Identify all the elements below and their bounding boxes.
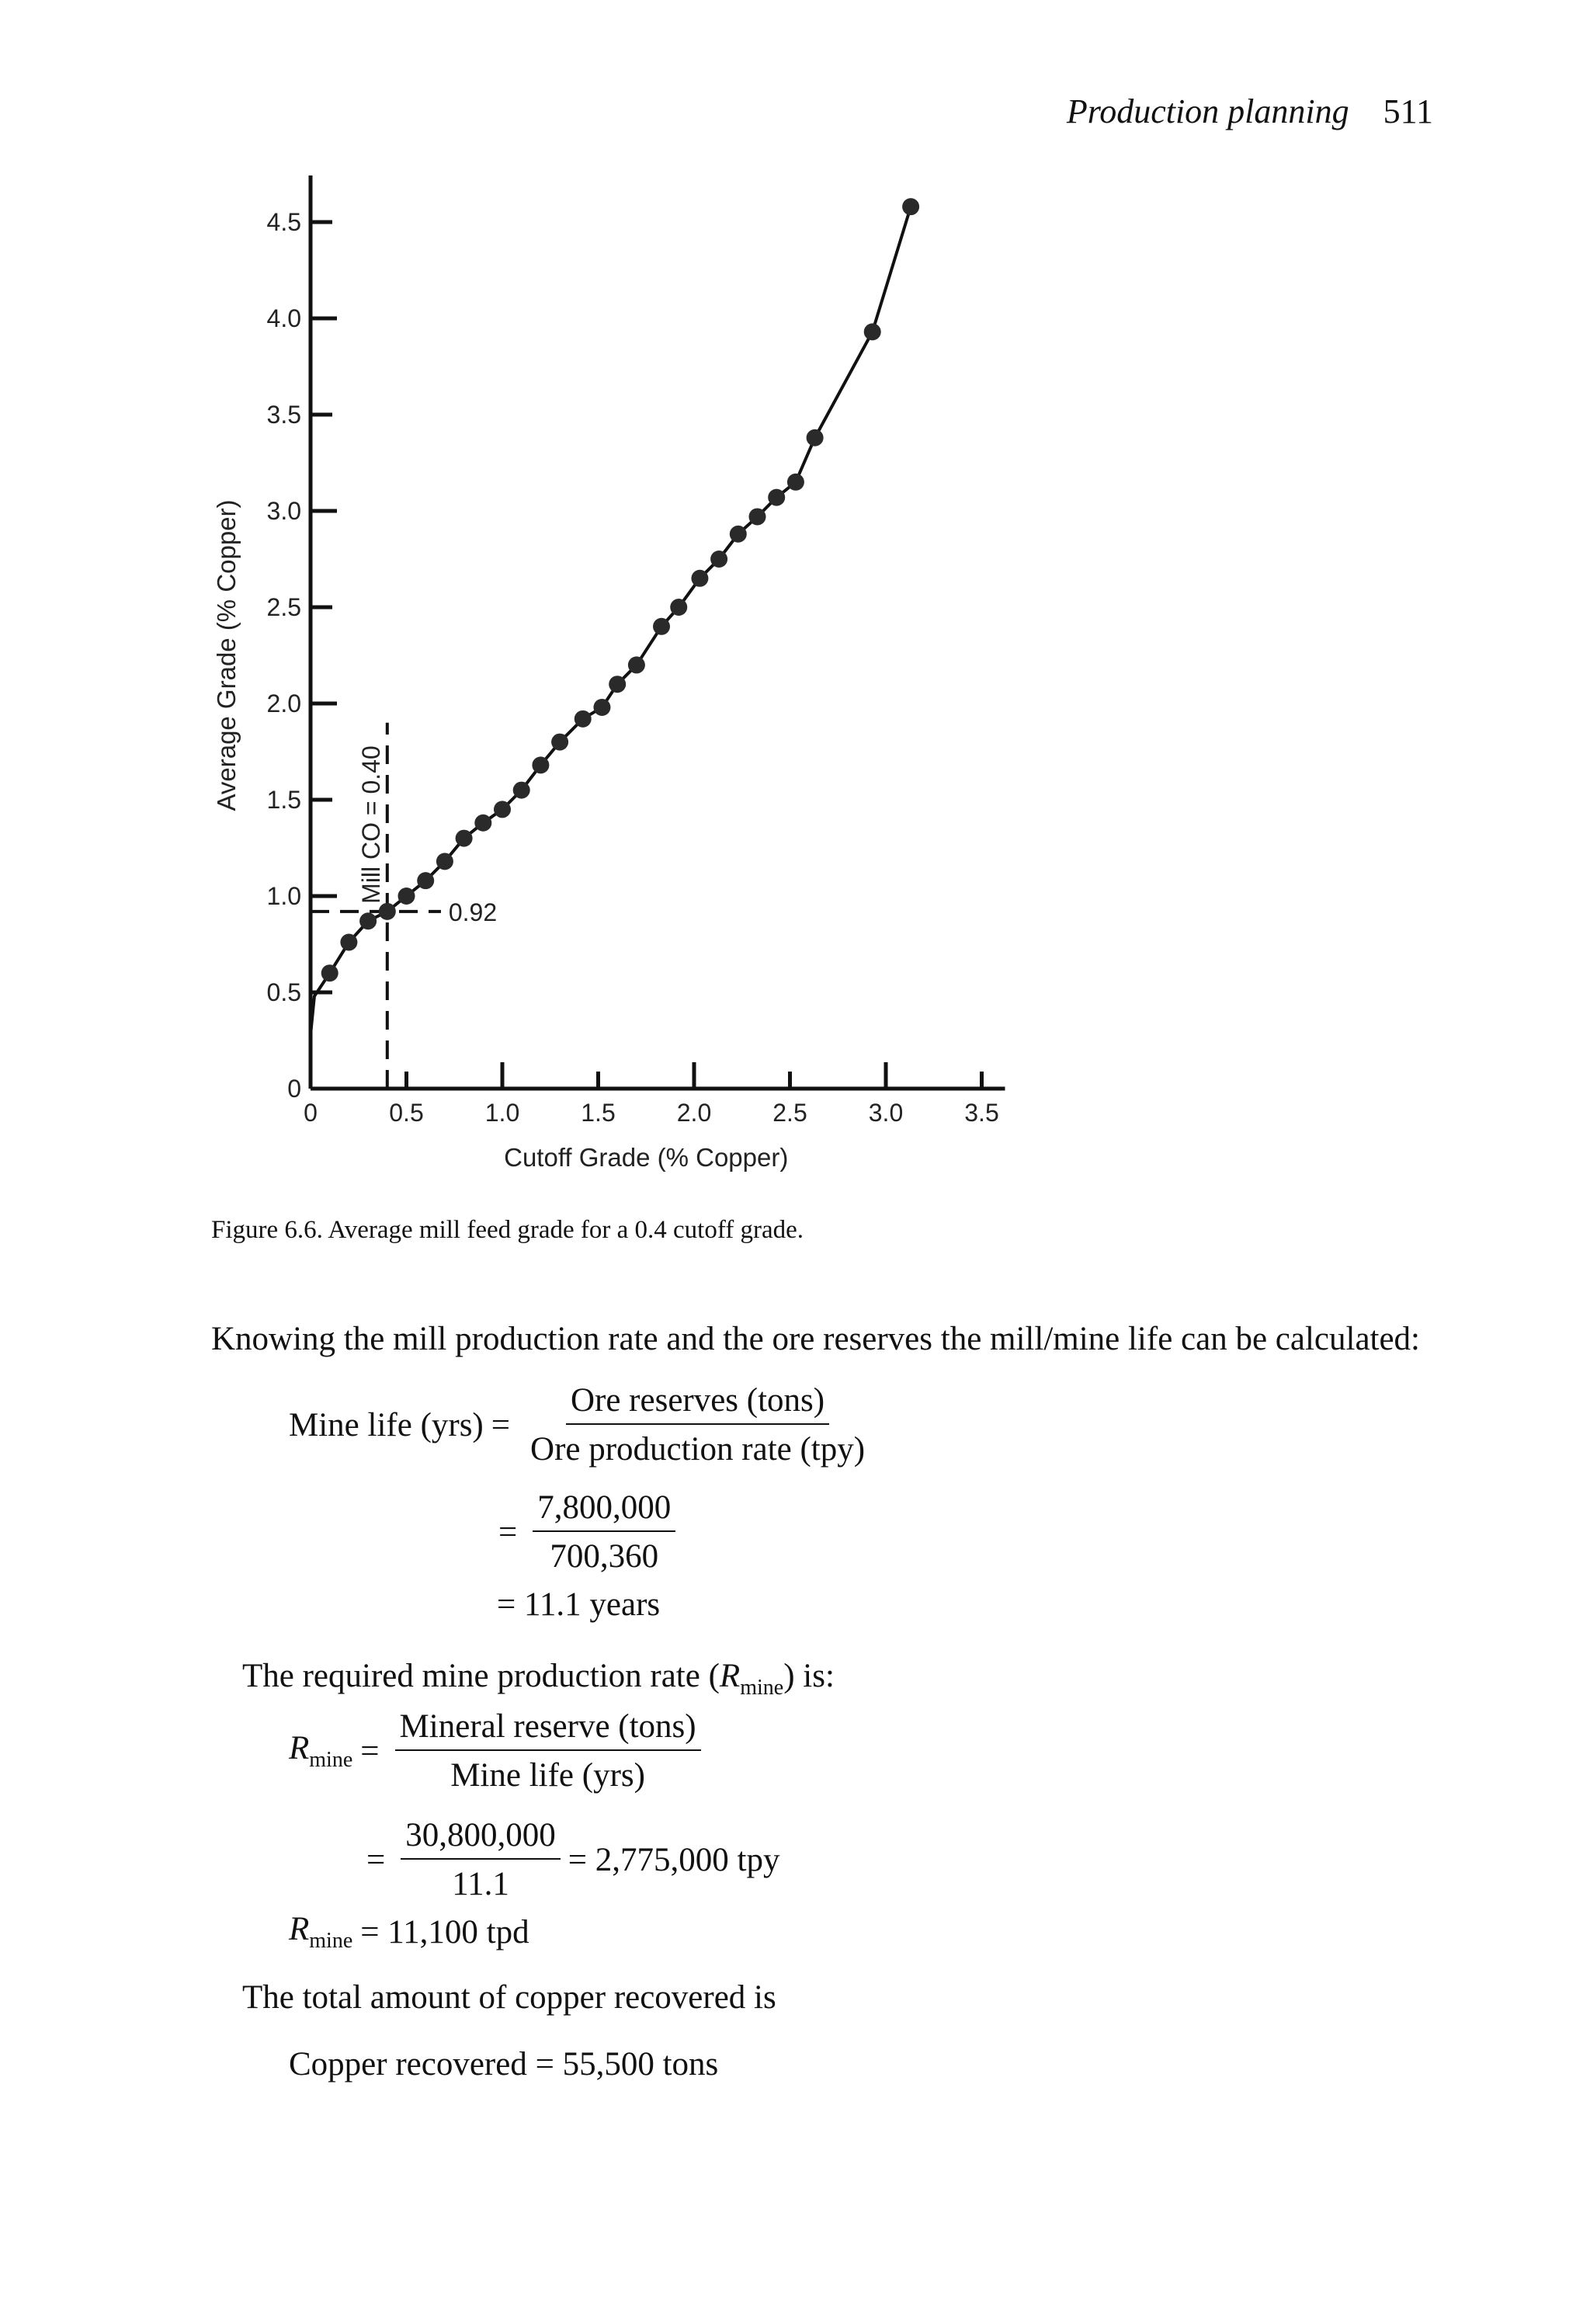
x-tick-label: 2.5	[772, 1099, 807, 1127]
page-number: 511	[1383, 92, 1433, 130]
x-tick-label: 3.5	[964, 1099, 999, 1127]
y-tick-label: 0	[287, 1075, 301, 1103]
data-point	[474, 815, 491, 832]
y-tick-label: 2.5	[266, 593, 301, 621]
copper-intro: The total amount of copper recovered is	[242, 1979, 776, 2016]
x-tick-label: 1.5	[581, 1099, 616, 1127]
y-tick-label: 4.5	[266, 208, 301, 236]
data-point	[864, 323, 881, 340]
mine-life-result: = 11.1 years	[497, 1586, 661, 1623]
r-subscript: mine	[309, 1748, 353, 1773]
rmine-intro	[242, 1657, 835, 1700]
data-point	[710, 551, 727, 568]
mine-life-values	[491, 1489, 683, 1575]
chart-labels	[212, 208, 999, 1172]
data-point	[653, 618, 670, 635]
data-point	[691, 570, 708, 587]
data-point	[787, 474, 804, 491]
mine-life-fraction	[526, 1382, 870, 1468]
r-subscript: mine	[309, 1929, 353, 1953]
data-points	[321, 198, 919, 981]
data-point	[456, 830, 473, 847]
mine-life-value-fraction	[533, 1489, 675, 1575]
equals-sign: =	[498, 1513, 518, 1551]
r-mine-symbol	[289, 1910, 352, 1954]
rmine-intro-text-end: ) is:	[783, 1658, 835, 1694]
rmine-value-fraction	[401, 1817, 561, 1903]
y-axis-title: Average Grade (% Copper)	[212, 499, 241, 811]
data-point	[340, 934, 357, 951]
mill-co-label: Mill CO = 0.40	[356, 745, 385, 904]
y-tick-label: 1.0	[266, 882, 301, 910]
fraction-numerator: 7,800,000	[533, 1489, 675, 1532]
y-tick-label: 4.0	[266, 304, 301, 332]
data-point	[513, 782, 530, 799]
fraction-numerator: Ore reserves (tons)	[566, 1382, 829, 1425]
data-point	[494, 801, 511, 818]
r-symbol: R	[719, 1658, 741, 1694]
x-axis-title: Cutoff Grade (% Copper)	[504, 1143, 789, 1172]
value-label: 0.92	[448, 898, 498, 926]
data-point	[551, 734, 568, 751]
equals-sign: =	[366, 1841, 386, 1878]
equals-sign: =	[491, 1406, 511, 1443]
data-point	[670, 599, 687, 616]
mine-life-lhs: Mine life (yrs)	[289, 1406, 484, 1443]
x-tick-label: 1.0	[484, 1099, 520, 1127]
r-mine-symbol	[289, 1729, 352, 1773]
x-tick-label: 3.0	[868, 1099, 904, 1127]
mine-life-equation	[289, 1382, 877, 1468]
y-tick-label: 2.0	[266, 690, 301, 717]
rmine-equation	[289, 1708, 709, 1794]
fraction-numerator: Mineral reserve (tons)	[395, 1708, 701, 1751]
data-point	[436, 853, 453, 870]
fraction-numerator: 30,800,000	[401, 1817, 561, 1860]
data-point	[902, 198, 919, 215]
r-mine-symbol	[719, 1658, 784, 1700]
y-tick-label: 0.5	[266, 978, 301, 1006]
data-point	[593, 699, 610, 716]
r-symbol: R	[289, 1730, 310, 1767]
data-point	[730, 526, 747, 543]
rmine-intro-text: The required mine production rate (	[242, 1658, 720, 1694]
data-point	[609, 676, 626, 693]
data-point	[575, 710, 592, 728]
equals-sign: =	[360, 1732, 380, 1770]
rmine-fraction	[395, 1708, 701, 1794]
x-tick-label: 0	[304, 1099, 318, 1127]
fraction-denominator: Ore production rate (tpy)	[530, 1431, 866, 1468]
data-point	[398, 888, 415, 905]
fraction-denominator: 11.1	[452, 1866, 509, 1903]
y-tick-label: 3.0	[266, 497, 301, 525]
x-tick-label: 0.5	[389, 1099, 424, 1127]
figure-caption: Figure 6.6. Average mill feed grade for a 0.4 cutoff grade.	[211, 1216, 804, 1244]
data-point	[749, 508, 766, 525]
r-subscript: mine	[740, 1676, 784, 1700]
rmine-tpd: = 11,100 tpd	[360, 1913, 529, 1951]
r-symbol: R	[289, 1911, 310, 1947]
rmine-values	[359, 1817, 779, 1903]
rmine-result	[289, 1910, 529, 1954]
fraction-denominator: Mine life (yrs)	[450, 1757, 645, 1794]
x-tick-label: 2.0	[676, 1099, 712, 1127]
data-point	[359, 912, 377, 929]
y-tick-label: 3.5	[266, 401, 301, 429]
data-point	[807, 429, 824, 446]
data-point	[321, 964, 338, 981]
y-tick-label: 1.5	[266, 786, 301, 814]
fraction-denominator: 700,360	[550, 1538, 659, 1575]
rmine-tpy: = 2,775,000 tpy	[568, 1841, 780, 1878]
data-point	[417, 872, 434, 889]
data-point	[768, 489, 785, 506]
data-point	[628, 656, 645, 673]
data-point	[379, 903, 396, 920]
running-title: Production planning	[1066, 92, 1349, 130]
copper-recovered-line: Copper recovered = 55,500 tons	[289, 2046, 719, 2083]
data-point	[532, 756, 549, 773]
intro-paragraph: Knowing the mill production rate and the ore reserves the mill/mine life can be calculated:	[211, 1321, 1421, 1357]
